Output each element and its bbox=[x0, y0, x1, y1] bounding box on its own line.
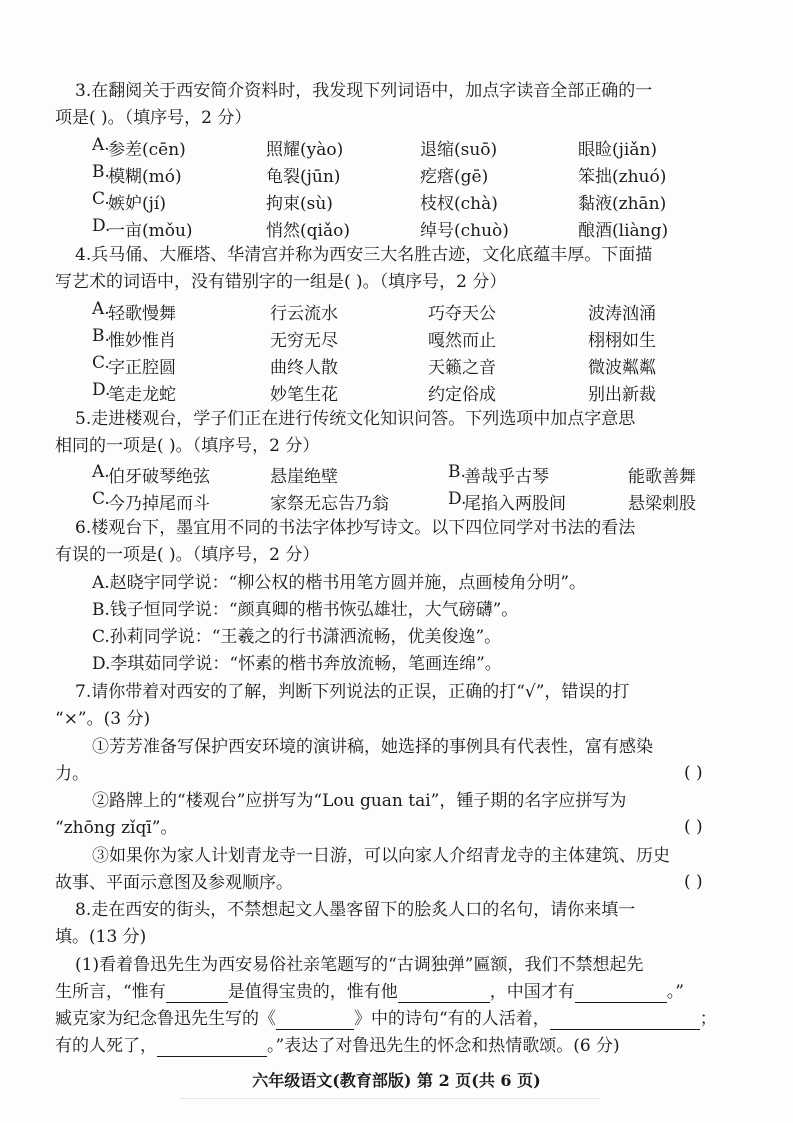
q5-option-r1-c6: 能歌善舞 bbox=[628, 467, 696, 487]
q6-stem-line1: 6.楼观台下，墨宜用不同的书法字体抄写诗文。以下四位同学对书法的看法 bbox=[75, 518, 636, 538]
q3-option-r4-c3: 悄然(qiǎo) bbox=[266, 221, 350, 241]
q5-option-r1-c4: B. bbox=[448, 462, 466, 482]
q5-stem-line2: 相同的一项是( )。（填序号，2 分） bbox=[55, 436, 320, 456]
q7-answer-paren-3[interactable]: ( ) bbox=[684, 872, 703, 892]
q3-option-r4-c5: 酿酒(liàng) bbox=[578, 221, 669, 241]
q3-option-r1-c1: A. bbox=[92, 135, 110, 155]
q3-option-r2-c3: 龟裂(jūn) bbox=[266, 167, 341, 187]
q4-option-r3-c1: C. bbox=[92, 353, 110, 373]
q8-part1-line1: (1)看着鲁迅先生为西安易俗社亲笔题写的“古调独弹”匾额，我们不禁想起先 bbox=[75, 955, 644, 975]
fill-blank-3[interactable] bbox=[575, 984, 667, 1003]
q6-option-c: C.孙莉同学说：“王羲之的行书潇洒流畅，优美俊逸”。 bbox=[92, 627, 502, 647]
q5-option-r2-c1: C. bbox=[92, 489, 110, 509]
q3-option-r2-c5: 笨拙(zhuó) bbox=[578, 167, 667, 187]
fill-blank-5[interactable] bbox=[550, 1011, 700, 1030]
q8-stem-line2: 填。(13 分) bbox=[55, 927, 147, 947]
q3-option-r2-c2: 模糊(mó) bbox=[108, 167, 182, 187]
q4-option-r1-c1: A. bbox=[92, 299, 110, 319]
q3-option-r2-c4: 疙瘩(gē) bbox=[420, 167, 489, 187]
q4-stem-line1: 4.兵马俑、大雁塔、华清宫并称为西安三大名胜古迹，文化底蕴丰厚。下面描 bbox=[75, 245, 653, 265]
q8-stem-line1: 8.走在西安的街头，不禁想起文人墨客留下的脍炙人口的名句，请你来填一 bbox=[75, 900, 636, 920]
q5-option-r1-c5: 善哉乎古琴 bbox=[464, 467, 549, 487]
q3-option-r3-c3: 拘束(sù) bbox=[266, 194, 333, 214]
q3-option-r3-c4: 枝杈(chà) bbox=[420, 194, 498, 214]
q3-option-r1-c5: 眼睑(jiǎn) bbox=[578, 140, 658, 160]
q5-option-r1-c1: A. bbox=[92, 462, 110, 482]
q7-statement3-line2: 故事、平面示意图及参观顺序。 bbox=[55, 873, 293, 893]
q5-stem-line1: 5.走进楼观台，学子们正在进行传统文化知识问答。下列选项中加点字意思 bbox=[75, 409, 636, 429]
fill-blank-1[interactable] bbox=[166, 984, 228, 1003]
q7-statement1-line2: 力。 bbox=[55, 764, 89, 784]
q7-stem-line2: “×”。(3 分) bbox=[55, 709, 151, 729]
q4-option-r2-c3: 无穷无尽 bbox=[270, 331, 338, 351]
q7-statement1-line1: ①芳芳准备写保护西安环境的演讲稿，她选择的事例具有代表性，富有感染 bbox=[92, 737, 653, 757]
q6-option-b: B.钱子恒同学说：“颜真卿的楷书恢弘雄壮，大气磅礴”。 bbox=[92, 600, 519, 620]
q4-option-r4-c2: 笔走龙蛇 bbox=[108, 385, 176, 405]
q4-option-r3-c5: 微波粼粼 bbox=[588, 358, 656, 378]
q4-option-r3-c4: 天籁之音 bbox=[428, 358, 496, 378]
q4-option-r4-c1: D. bbox=[92, 380, 111, 400]
q4-option-r4-c3: 妙笔生花 bbox=[270, 385, 338, 405]
q4-option-r1-c5: 波涛汹涌 bbox=[588, 304, 656, 324]
q5-option-r2-c3: 家祭无忘告乃翁 bbox=[270, 494, 389, 514]
q3-option-r4-c2: 一亩(mǒu) bbox=[108, 221, 193, 241]
q6-stem-line2: 有误的一项是( )。（填序号，2 分） bbox=[55, 545, 320, 565]
q4-option-r4-c4: 约定俗成 bbox=[428, 385, 496, 405]
q7-statement3-line1: ③如果你为家人计划青龙寺一日游，可以向家人介绍青龙寺的主体建筑、历史 bbox=[92, 846, 670, 866]
q3-option-r1-c3: 照耀(yào) bbox=[266, 140, 344, 160]
q3-stem-line2: 项是( )。（填序号，2 分） bbox=[55, 108, 252, 128]
q3-option-r1-c2: 参差(cēn) bbox=[108, 140, 186, 160]
q8-text-seg: ，中国才有 bbox=[489, 982, 575, 1002]
q3-option-r3-c5: 黏液(zhān) bbox=[578, 194, 667, 214]
q7-answer-paren-1[interactable]: ( ) bbox=[684, 763, 703, 783]
q5-option-r2-c5: 尾掐入两股间 bbox=[464, 494, 566, 514]
q8-text-seg: 是值得宝贵的，惟有他 bbox=[227, 982, 398, 1002]
q5-option-r2-c2: 今乃掉尾而斗 bbox=[108, 494, 210, 514]
q3-option-r4-c4: 绰号(chuò) bbox=[420, 221, 509, 241]
q3-option-r3-c1: C. bbox=[92, 189, 110, 209]
q3-option-r3-c2: 嫉妒(jí) bbox=[108, 194, 166, 214]
q8-text-seg: 生所言，“惟有 bbox=[55, 982, 166, 1002]
q4-option-r3-c3: 曲终人散 bbox=[270, 358, 338, 378]
q8-part1-line2 bbox=[55, 981, 684, 1003]
q8-text-seg: ； bbox=[699, 1009, 717, 1029]
q7-answer-paren-2[interactable]: ( ) bbox=[684, 817, 703, 837]
q8-text-seg: 。”表达了对鲁迅先生的怀念和热情歌颂。(6 分) bbox=[267, 1036, 620, 1056]
q4-option-r2-c1: B. bbox=[92, 326, 110, 346]
q8-text-seg: 。” bbox=[666, 982, 684, 1002]
q4-option-r1-c3: 行云流水 bbox=[270, 304, 338, 324]
q5-option-r2-c4: D. bbox=[448, 489, 467, 509]
q3-option-r1-c4: 退缩(suō) bbox=[420, 140, 498, 160]
q4-option-r2-c2: 惟妙惟肖 bbox=[108, 331, 176, 351]
q4-stem-line2: 写艺术的词语中，没有错别字的一组是( )。（填序号，2 分） bbox=[55, 272, 507, 292]
q3-stem-line1: 3.在翻阅关于西安简介资料时，我发现下列词语中，加点字读音全部正确的一 bbox=[75, 81, 653, 101]
q3-option-r4-c1: D. bbox=[92, 216, 111, 236]
q5-option-r2-c6: 悬梁刺股 bbox=[628, 494, 696, 514]
q4-option-r1-c2: 轻歌慢舞 bbox=[108, 304, 176, 324]
q5-option-r1-c2: 伯牙破琴绝弦 bbox=[108, 467, 210, 487]
q4-option-r4-c5: 别出新裁 bbox=[588, 385, 656, 405]
q8-text-seg: 有的人死了， bbox=[55, 1036, 157, 1056]
q8-text-seg: 臧克家为纪念鲁迅先生写的《 bbox=[55, 1009, 276, 1029]
q8-part1-line3 bbox=[55, 1008, 717, 1030]
q7-statement2-line2: “zhōng zǐqī”。 bbox=[55, 818, 178, 838]
q6-option-d: D.李琪茹同学说：“怀素的楷书奔放流畅，笔画连绵”。 bbox=[92, 654, 502, 674]
footer-faint-line bbox=[180, 1098, 600, 1107]
q6-option-a: A.赵晓宇同学说：“柳公权的楷书用笔方圆并施，点画棱角分明”。 bbox=[92, 573, 587, 593]
q4-option-r1-c4: 巧夺天公 bbox=[428, 304, 496, 324]
q5-option-r1-c3: 悬崖绝壁 bbox=[270, 467, 338, 487]
q7-stem-line1: 7.请你带着对西安的了解，判断下列说法的正误，正确的打“√”，错误的打 bbox=[75, 682, 630, 702]
fill-blank-4[interactable] bbox=[276, 1011, 354, 1030]
q8-text-seg: 》中的诗句“有的人活着， bbox=[354, 1009, 550, 1029]
q8-part1-line4 bbox=[55, 1035, 620, 1057]
q4-option-r2-c4: 嘎然而止 bbox=[428, 331, 496, 351]
fill-blank-2[interactable] bbox=[398, 984, 490, 1003]
fill-blank-6[interactable] bbox=[157, 1038, 267, 1057]
q4-option-r2-c5: 栩栩如生 bbox=[588, 331, 656, 351]
q7-statement2-line1: ②路牌上的“楼观台”应拼写为“Lou guan tai”，锺子期的名字应拼写为 bbox=[92, 791, 627, 811]
page-footer: 六年级语文(教育部版) 第 2 页(共 6 页) bbox=[252, 1071, 541, 1090]
q4-option-r3-c2: 字正腔圆 bbox=[108, 358, 176, 378]
q3-option-r2-c1: B. bbox=[92, 162, 110, 182]
